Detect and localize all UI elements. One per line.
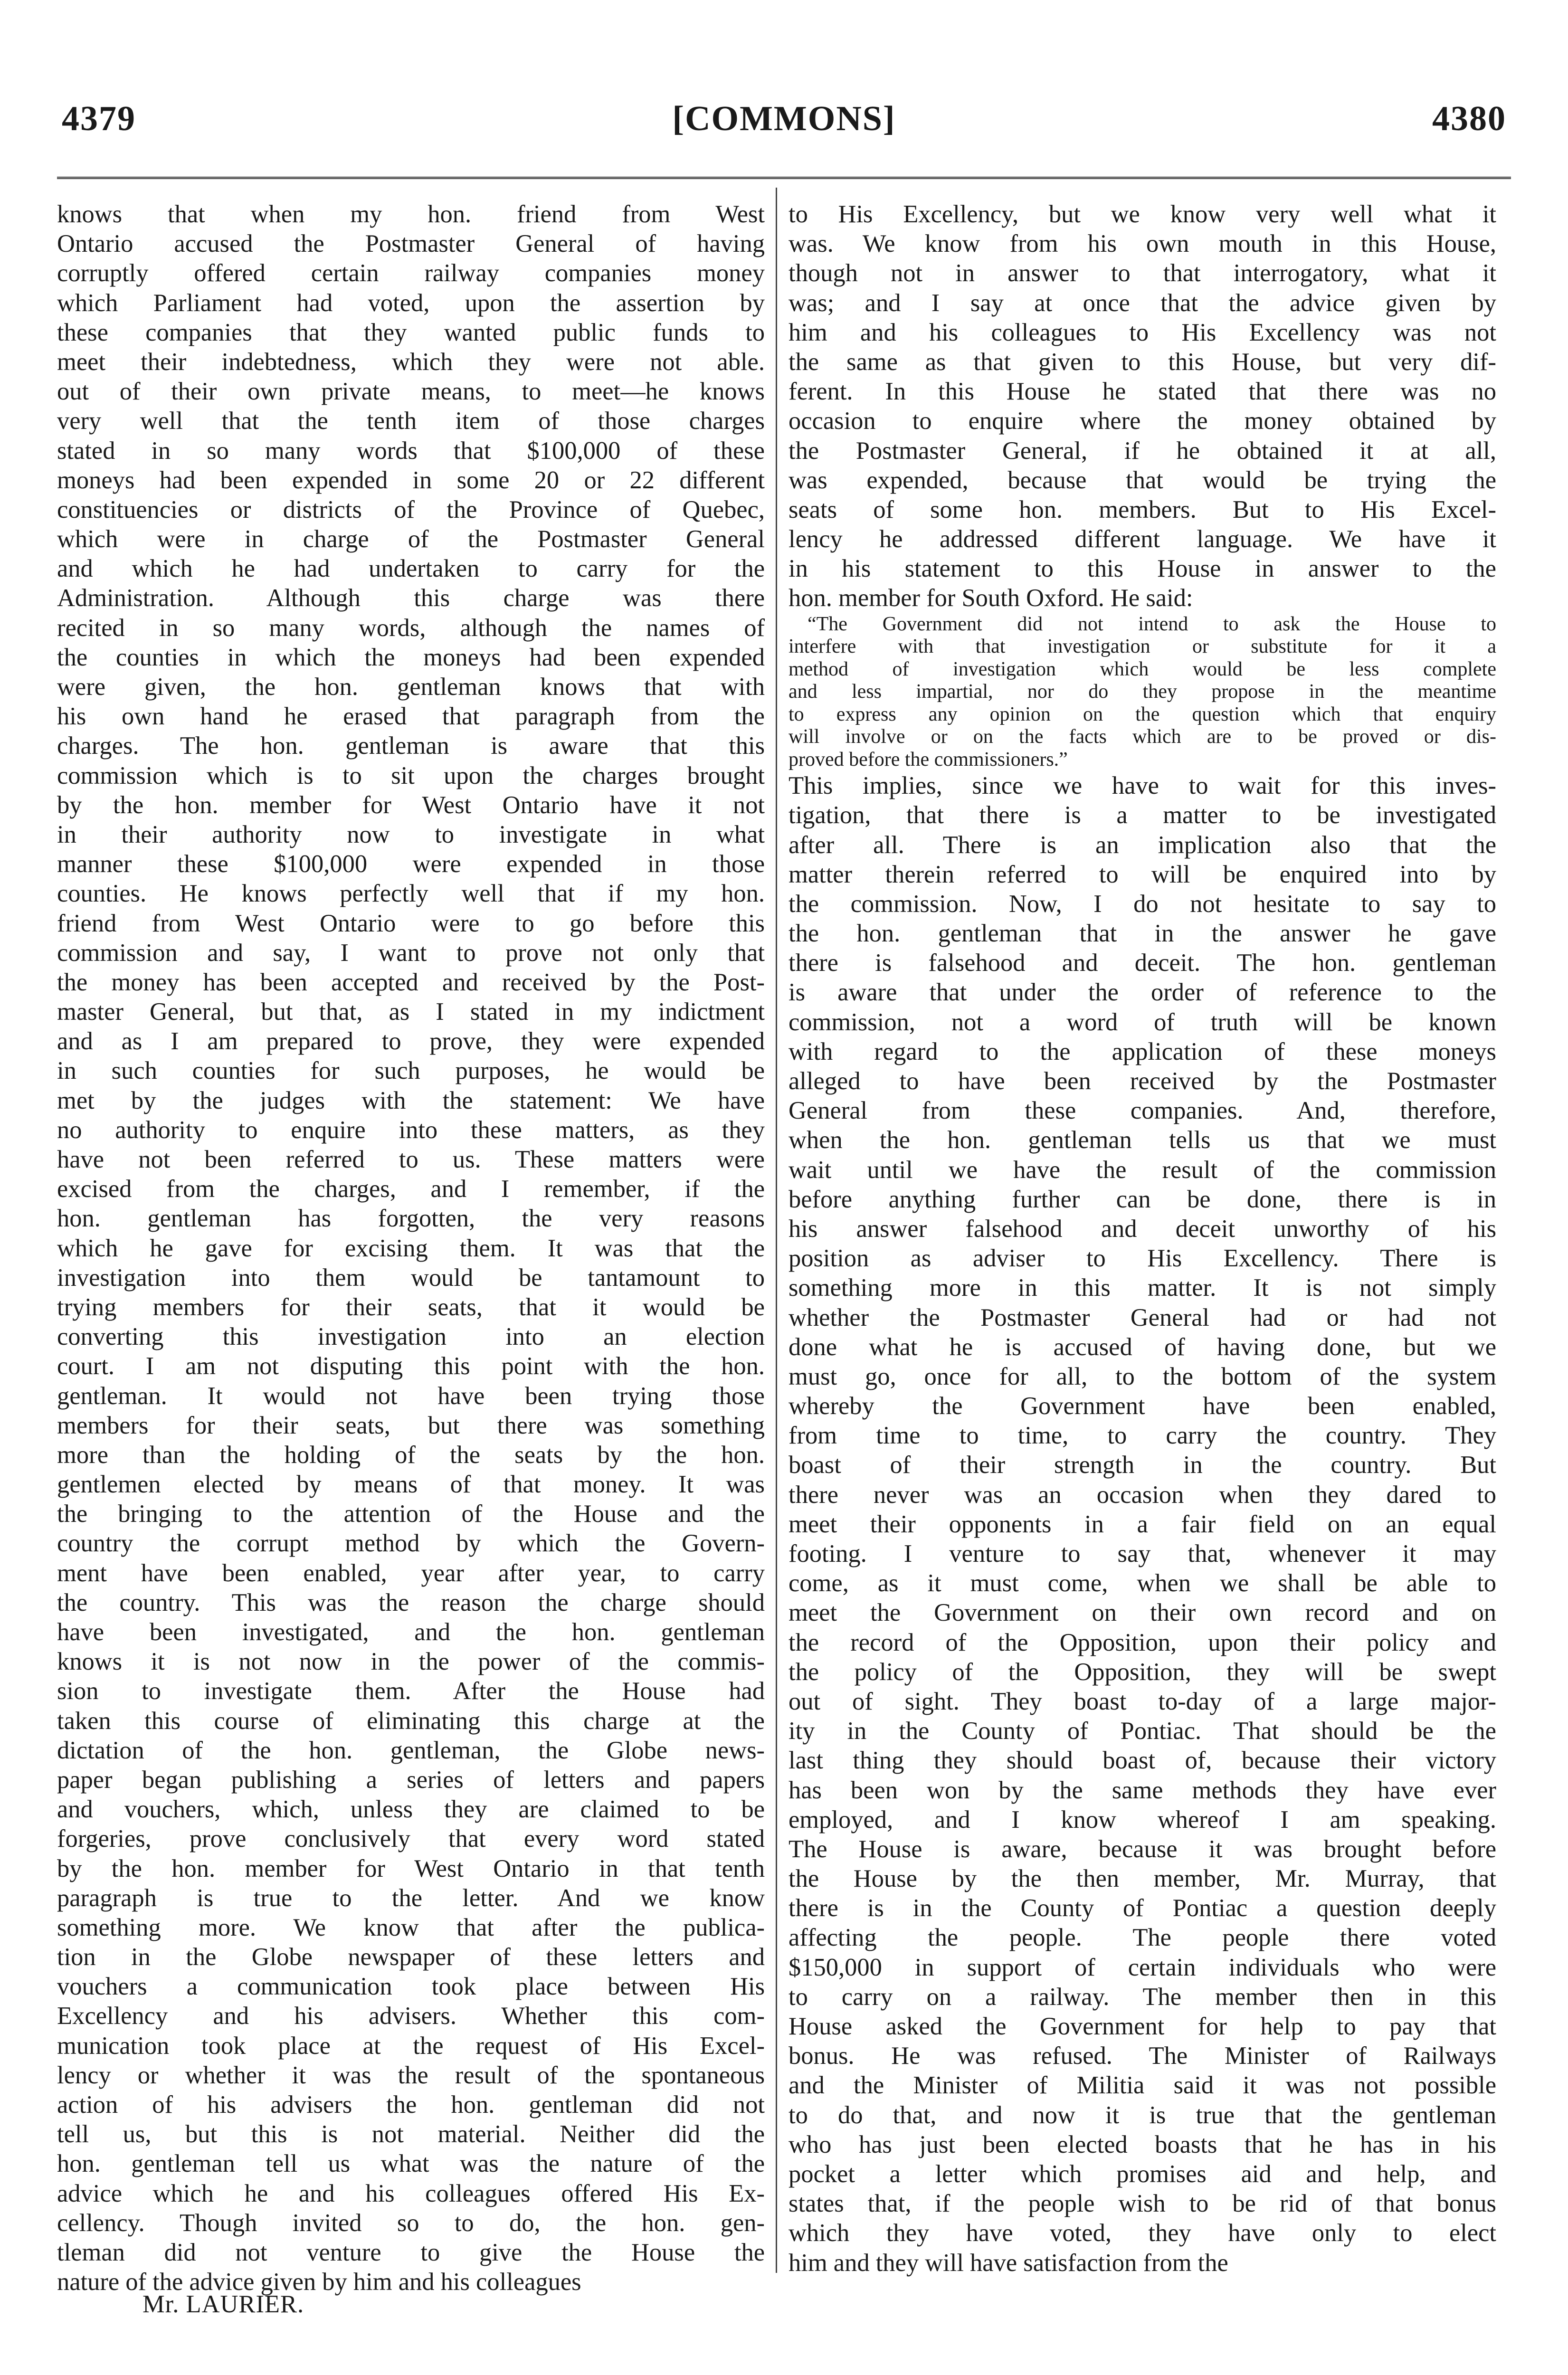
speaker-prefix: Mr. L bbox=[143, 2290, 202, 2318]
left-column-line: sion to investigate them. After the House had bbox=[57, 1677, 765, 1705]
right-column-bottom-line: whereby the Government have been enabled, bbox=[789, 1392, 1496, 1420]
right-column-bottom-line: from time to time, to carry the country. They bbox=[789, 1422, 1496, 1450]
right-column-bottom-line: boast of their strength in the country. But bbox=[789, 1451, 1496, 1479]
left-column-line: the counties in which the moneys had been expended bbox=[57, 643, 765, 671]
left-column-line: forgeries, prove conclusively that every word stated bbox=[57, 1825, 765, 1853]
left-column-line: converting this investigation into an election bbox=[57, 1323, 765, 1351]
left-column-line: nature of the advice given by him and his colleagues bbox=[57, 2268, 581, 2296]
left-column-line: hon. gentleman has forgotten, the very reasons bbox=[57, 1205, 765, 1233]
speaker-name: AURIER. bbox=[201, 2290, 304, 2318]
left-column-line: which he gave for excising them. It was that the bbox=[57, 1234, 765, 1262]
left-column-line: moneys had been expended in some 20 or 22 different bbox=[57, 466, 765, 494]
quote-line: and less impartial, nor do they propose in the meantime bbox=[789, 681, 1496, 703]
right-column-bottom-line: General from these companies. And, therefore, bbox=[789, 1097, 1496, 1125]
left-column-line: tleman did not venture to give the House the bbox=[57, 2238, 765, 2266]
right-column-top-line: ferent. In this House he stated that there was no bbox=[789, 378, 1496, 406]
running-head: [COMMONS] bbox=[672, 99, 896, 138]
left-column-line: by the hon. member for West Ontario have it not bbox=[57, 791, 765, 819]
right-column-bottom-line: meet their opponents in a fair field on an equal bbox=[789, 1510, 1496, 1538]
left-column-line: which Parliament had voted, upon the assertion by bbox=[57, 289, 765, 317]
left-column-line: tion in the Globe newspaper of these letters and bbox=[57, 1943, 765, 1971]
right-column-bottom-line: something more in this matter. It is not simply bbox=[789, 1274, 1496, 1302]
left-column-line: court. I am not disputing this point with the hon. bbox=[57, 1352, 765, 1380]
left-column-line: friend from West Ontario were to go before this bbox=[57, 909, 765, 937]
right-column-bottom-line: come, as it must come, when we shall be able to bbox=[789, 1569, 1496, 1597]
left-column-line: munication took place at the request of His Excel- bbox=[57, 2032, 765, 2060]
quote-line: “The Government did not intend to ask the House to bbox=[808, 613, 1496, 635]
left-column-line: action of his advisers the hon. gentleman did not bbox=[57, 2091, 765, 2118]
right-column-bottom-line: there is in the County of Pontiac a question deeply bbox=[789, 1894, 1496, 1922]
left-column-line: recited in so many words, although the names of bbox=[57, 614, 765, 642]
quote-line: method of investigation which would be less complete bbox=[789, 658, 1496, 680]
right-column-top-line: was expended, because that would be trying the bbox=[789, 466, 1496, 494]
right-column-top-line: though not in answer to that interrogatory, what it bbox=[789, 259, 1496, 287]
right-column-bottom-line: which they have voted, they have only to elect bbox=[789, 2219, 1496, 2247]
left-column-line: in their authority now to investigate in what bbox=[57, 820, 765, 848]
quote-line: interfere with that investigation or substitute for it a bbox=[789, 636, 1496, 658]
left-column bbox=[57, 200, 765, 2297]
left-column-line: and which he had undertaken to carry for the bbox=[57, 555, 765, 583]
left-column-line: Administration. Although this charge was there bbox=[57, 584, 765, 612]
left-column-line: counties. He knows perfectly well that if my hon. bbox=[57, 880, 765, 908]
right-column-top-text bbox=[789, 200, 1496, 613]
right-column-top-line: lency he addressed different language. We have it bbox=[789, 525, 1496, 553]
left-column-line: Excellency and his advisers. Whether this com- bbox=[57, 2002, 765, 2030]
right-column-bottom-line: states that, if the people wish to be rid of that bonus bbox=[789, 2190, 1496, 2218]
quote-line: proved before the commissioners.” bbox=[789, 748, 1068, 770]
right-column-bottom-line: done what he is accused of having done, but we bbox=[789, 1333, 1496, 1361]
right-column-top-line: was; and I say at once that the advice given by bbox=[789, 289, 1496, 317]
right-column-bottom-line: must go, once for all, to the bottom of the system bbox=[789, 1362, 1496, 1390]
right-column-bottom-line: who has just been elected boasts that he has in his bbox=[789, 2130, 1496, 2158]
right-column-bottom-line: tigation, that there is a matter to be investigated bbox=[789, 801, 1496, 829]
right-column-bottom-line: the House by the then member, Mr. Murray, that bbox=[789, 1865, 1496, 1893]
left-column-line: more than the holding of the seats by the hon. bbox=[57, 1441, 765, 1469]
left-column-line: his own hand he erased that paragraph from the bbox=[57, 703, 765, 731]
left-column-line: have been investigated, and the hon. gentleman bbox=[57, 1618, 765, 1646]
left-column-line: the bringing to the attention of the House and the bbox=[57, 1500, 765, 1528]
left-column-line: master General, but that, as I stated in my indictment bbox=[57, 998, 765, 1026]
right-column-bottom-line: there never was an occasion when they dared to bbox=[789, 1481, 1496, 1509]
left-column-line: paper began publishing a series of letters and papers bbox=[57, 1766, 765, 1794]
right-column-bottom-line: before anything further can be done, there is in bbox=[789, 1185, 1496, 1213]
right-column-bottom-line: matter therein referred to will be enquired into by bbox=[789, 860, 1496, 888]
right-column-bottom-line: to do that, and now it is true that the gentleman bbox=[789, 2101, 1496, 2129]
left-column-line: in such counties for such purposes, he would be bbox=[57, 1057, 765, 1085]
left-column-line: out of their own private means, to meet—he knows bbox=[57, 378, 765, 406]
left-column-line: taken this course of eliminating this charge at the bbox=[57, 1707, 765, 1735]
right-column-top-line: hon. member for South Oxford. He said: bbox=[789, 584, 1193, 612]
left-column-line: charges. The hon. gentleman is aware that this bbox=[57, 732, 765, 760]
left-column-line: very well that the tenth item of those charges bbox=[57, 407, 765, 435]
quote-line: will involve or on the facts which are to be proved or dis- bbox=[789, 726, 1496, 748]
header-rule bbox=[57, 177, 1511, 179]
left-column-line: no authority to enquire into these matters, as they bbox=[57, 1116, 765, 1144]
right-column-bottom-line: there is falsehood and deceit. The hon. gentleman bbox=[789, 949, 1496, 977]
left-column-line: have not been referred to us. These matters were bbox=[57, 1146, 765, 1173]
block-quote bbox=[789, 613, 1496, 771]
left-column-line: knows it is not now in the power of the commis- bbox=[57, 1648, 765, 1676]
quote-line: to express any opinion on the question which that enquiry bbox=[789, 703, 1496, 725]
right-column-bottom-line: the commission. Now, I do not hesitate to say to bbox=[789, 890, 1496, 918]
left-column-line: by the hon. member for West Ontario in that tenth bbox=[57, 1854, 765, 1882]
left-column-line: meet their indebtedness, which they were not able. bbox=[57, 348, 765, 376]
left-column-line: the country. This was the reason the charge should bbox=[57, 1588, 765, 1616]
left-column-line: something more. We know that after the publica- bbox=[57, 1913, 765, 1941]
left-column-line: hon. gentleman tell us what was the nature of the bbox=[57, 2150, 765, 2178]
left-column-line: excised from the charges, and I remember, if the bbox=[57, 1175, 765, 1203]
right-column-bottom-line: the policy of the Opposition, they will be swept bbox=[789, 1658, 1496, 1686]
left-column-line: investigation into them would be tantamount to bbox=[57, 1264, 765, 1292]
right-column-bottom-line: $150,000 in support of certain individuals who were bbox=[789, 1953, 1496, 1981]
right-column bbox=[789, 200, 1496, 2278]
right-column-top-line: to His Excellency, but we know very well what it bbox=[789, 200, 1496, 228]
right-column-bottom-line: footing. I venture to say that, whenever it may bbox=[789, 1540, 1496, 1568]
right-column-bottom-line: with regard to the application of these moneys bbox=[789, 1037, 1496, 1065]
left-column-line: gentlemen elected by means of that money. It was bbox=[57, 1471, 765, 1499]
right-column-bottom-line: The House is aware, because it was brought before bbox=[789, 1835, 1496, 1863]
right-column-bottom-line: affecting the people. The people there voted bbox=[789, 1924, 1496, 1952]
right-column-bottom-line: the record of the Opposition, upon their policy and bbox=[789, 1628, 1496, 1656]
left-column-line: commission which is to sit upon the charges brought bbox=[57, 761, 765, 789]
right-column-bottom-line: and the Minister of Militia said it was not possible bbox=[789, 2071, 1496, 2100]
left-column-line: commission and say, I want to prove not only that bbox=[57, 939, 765, 967]
right-column-bottom-line: the hon. gentleman that in the answer he gave bbox=[789, 920, 1496, 948]
page-number-right: 4380 bbox=[1432, 99, 1506, 138]
right-column-top-line: him and his colleagues to His Excellency was not bbox=[789, 318, 1496, 346]
right-column-bottom-line: meet the Government on their own record and on bbox=[789, 1599, 1496, 1627]
right-column-bottom-line: wait until we have the result of the commission bbox=[789, 1156, 1496, 1184]
right-column-bottom-line: last thing they should boast of, because their victory bbox=[789, 1747, 1496, 1775]
left-column-line: country the corrupt method by which the Govern- bbox=[57, 1530, 765, 1558]
left-column-line: gentleman. It would not have been trying those bbox=[57, 1382, 765, 1410]
left-column-line: manner these $100,000 were expended in those bbox=[57, 850, 765, 878]
left-column-line: constituencies or districts of the Province of Quebec, bbox=[57, 495, 765, 523]
right-column-bottom-line: out of sight. They boast to-day of a large major- bbox=[789, 1687, 1496, 1715]
page-number-left: 4379 bbox=[62, 99, 136, 138]
left-column-line: Ontario accused the Postmaster General of having bbox=[57, 230, 765, 258]
left-column-line: members for their seats, but there was something bbox=[57, 1411, 765, 1439]
left-column-line: these companies that they wanted public funds to bbox=[57, 318, 765, 346]
right-column-bottom-line: when the hon. gentleman tells us that we must bbox=[789, 1126, 1496, 1154]
left-column-line: and as I am prepared to prove, they were expended bbox=[57, 1027, 765, 1055]
right-column-bottom-line: him and they will have satisfaction from the bbox=[789, 2249, 1228, 2277]
left-column-line: advice which he and his colleagues offered His Ex- bbox=[57, 2179, 765, 2207]
right-column-bottom-line: position as adviser to His Excellency. There is bbox=[789, 1244, 1496, 1273]
right-column-bottom-line: alleged to have been received by the Postmaster bbox=[789, 1067, 1496, 1095]
left-column-line: trying members for their seats, that it would be bbox=[57, 1293, 765, 1321]
left-column-line: paragraph is true to the letter. And we know bbox=[57, 1884, 765, 1912]
left-column-line: met by the judges with the statement: We have bbox=[57, 1086, 765, 1114]
right-column-bottom-line: his answer falsehood and deceit unworthy of his bbox=[789, 1215, 1496, 1243]
right-column-top-line: was. We know from his own mouth in this House, bbox=[789, 230, 1496, 258]
right-column-bottom-text bbox=[789, 771, 1496, 2278]
right-column-bottom-line: bonus. He was refused. The Minister of Railways bbox=[789, 2042, 1496, 2070]
left-column-line: knows that when my hon. friend from West bbox=[57, 200, 765, 228]
right-column-top-line: in his statement to this House in answer to the bbox=[789, 555, 1496, 583]
right-column-bottom-line: ity in the County of Pontiac. That should be the bbox=[789, 1717, 1496, 1745]
left-column-line: were given, the hon. gentleman knows that with bbox=[57, 673, 765, 701]
right-column-top-line: the same as that given to this House, but very dif- bbox=[789, 348, 1496, 376]
right-column-bottom-line: commission, not a word of truth will be known bbox=[789, 1008, 1496, 1036]
page-header bbox=[52, 95, 1516, 147]
right-column-bottom-line: after all. There is an implication also that the bbox=[789, 831, 1496, 859]
left-column-line: which were in charge of the Postmaster General bbox=[57, 525, 765, 553]
left-column-line: vouchers a communication took place between His bbox=[57, 1973, 765, 2001]
right-column-top-line: the Postmaster General, if he obtained it at all, bbox=[789, 437, 1496, 465]
right-column-bottom-line: employed, and I know whereof I am speaking. bbox=[789, 1805, 1496, 1834]
right-column-bottom-line: has been won by the same methods they have ever bbox=[789, 1776, 1496, 1804]
left-column-line: lency or whether it was the result of the spontaneous bbox=[57, 2061, 765, 2089]
left-column-line: the money has been accepted and received by the Post- bbox=[57, 968, 765, 996]
right-column-bottom-line: This implies, since we have to wait for this inves- bbox=[789, 772, 1496, 800]
left-column-line: tell us, but this is not material. Neither did the bbox=[57, 2120, 765, 2148]
right-column-top-line: occasion to enquire where the money obtained by bbox=[789, 407, 1496, 435]
left-column-line: stated in so many words that $100,000 of these bbox=[57, 437, 765, 465]
right-column-top-line: seats of some hon. members. But to His Excel- bbox=[789, 495, 1496, 523]
speaker-catchword bbox=[143, 2290, 304, 2319]
left-column-line: ment have been enabled, year after year, to carry bbox=[57, 1559, 765, 1587]
left-column-line: corruptly offered certain railway companies money bbox=[57, 259, 765, 287]
right-column-bottom-line: pocket a letter which promises aid and help, and bbox=[789, 2160, 1496, 2188]
right-column-bottom-line: whether the Postmaster General had or had not bbox=[789, 1303, 1496, 1331]
column-divider bbox=[776, 188, 777, 2273]
right-column-bottom-line: to carry on a railway. The member then in this bbox=[789, 1983, 1496, 2011]
left-column-line: dictation of the hon. gentleman, the Globe news- bbox=[57, 1736, 765, 1764]
left-column-line: and vouchers, which, unless they are claimed to be bbox=[57, 1796, 765, 1824]
left-column-line: cellency. Though invited so to do, the hon. gen- bbox=[57, 2209, 765, 2237]
right-column-bottom-line: House asked the Government for help to pay that bbox=[789, 2013, 1496, 2040]
right-column-bottom-line: is aware that under the order of reference to the bbox=[789, 978, 1496, 1007]
